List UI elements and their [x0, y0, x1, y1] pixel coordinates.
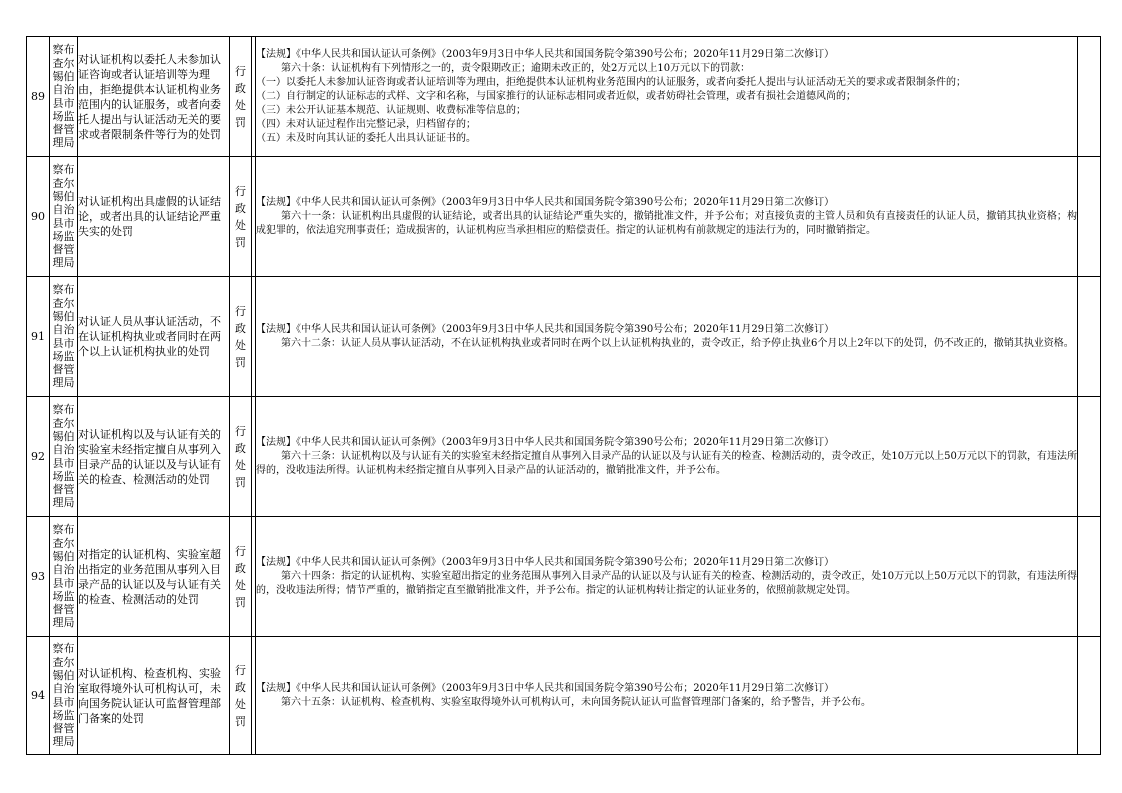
penalty-items-table — [26, 36, 1101, 755]
row-number: 90 — [31, 210, 45, 223]
legal-basis-paragraph: 【法规】《中华人民共和国认证认可条例》（2003年9月3日中华人民共和国国务院令第390号公布；2020年11月29日第二次修订） — [256, 48, 835, 60]
legal-basis-paragraph: （五）未及时向其认证的委托人出具认证证书的。 — [256, 132, 476, 144]
legal-basis-paragraph: 第六十四条：指定的认证机构、实验室超出指定的业务范围从事列入目录产品的认证以及与认证有关的检查、检测活动的，责令改正，处10万元以上50万元以下的罚款，有违法所得的，没收违法所得；情节严重的，撤销指定直至撤销批准文件，并予公布。指定的认证机构转让指定的认证业务的，依照前款规定处罚。 — [256, 570, 1077, 596]
item-name-cell — [78, 37, 230, 157]
department-name: 察布查尔锡伯自治县市场监督管理局 — [52, 43, 75, 150]
remarks-cell — [1078, 37, 1101, 157]
item-name: 对认证机构以委托人未参加认证咨询或者认证培训等为理由，拒绝提供本认证机构业务范围内的认证服务，或者向委托人提出与认证活动无关的要求或者限制条件等行为的处罚 — [78, 52, 221, 141]
remarks-cell — [1078, 157, 1101, 277]
remarks-cell — [1078, 517, 1101, 637]
row-number: 89 — [31, 90, 45, 103]
legal-basis-paragraph: 【法规】《中华人民共和国认证认可条例》（2003年9月3日中华人民共和国国务院令第390号公布；2020年11月29日第二次修订） — [256, 196, 835, 208]
item-type-cell — [230, 637, 252, 755]
row-number-cell — [27, 637, 50, 755]
item-type: 行政处罚 — [235, 184, 246, 249]
row-number-cell — [27, 517, 50, 637]
department-name: 察布查尔锡伯自治县市场监督管理局 — [52, 163, 75, 270]
item-name-cell — [78, 637, 230, 755]
legal-basis-paragraph: 【法规】《中华人民共和国认证认可条例》（2003年9月3日中华人民共和国国务院令第390号公布；2020年11月29日第二次修订） — [256, 682, 835, 694]
legal-basis-paragraph: 第六十条：认证机构有下列情形之一的，责令限期改正；逾期未改正的，处2万元以上10万元以下的罚款： — [281, 62, 751, 74]
remarks-cell — [1078, 277, 1101, 397]
item-type-cell — [230, 397, 252, 517]
row-number: 91 — [31, 330, 45, 343]
department-cell — [50, 517, 78, 637]
legal-basis-cell — [256, 637, 1078, 755]
table-body — [27, 37, 1101, 755]
item-name: 对指定的认证机构、实验室超出指定的业务范围从事列入目录产品的认证以及与认证有关的检查、检测活动的处罚 — [78, 547, 221, 606]
item-type: 行政处罚 — [235, 424, 246, 489]
legal-basis-paragraph: （二）自行制定的认证标志的式样、文字和名称，与国家推行的认证标志相同或者近似，或者妨碍社会管理，或者有损社会道德风尚的； — [256, 90, 856, 102]
item-name: 对认证机构以及与认证有关的实验室未经指定擅自从事列入目录产品的认证以及与认证有关的检查、检测活动的处罚 — [78, 427, 221, 486]
item-name: 对认证机构、检查机构、实验室取得境外认可机构认可，未向国务院认证认可监督管理部门备案的处罚 — [78, 666, 221, 725]
item-type-cell — [230, 157, 252, 277]
item-name-cell — [78, 157, 230, 277]
department-name: 察布查尔锡伯自治县市场监督管理局 — [52, 523, 75, 630]
row-number-cell — [27, 37, 50, 157]
item-name: 对认证人员从事认证活动，不在认证机构执业或者同时在两个以上认证机构执业的处罚 — [78, 315, 221, 358]
item-type: 行政处罚 — [235, 663, 246, 728]
row-number: 93 — [31, 570, 45, 583]
legal-basis-cell — [256, 157, 1078, 277]
row-number: 94 — [31, 689, 45, 702]
remarks-cell — [1078, 397, 1101, 517]
item-type-cell — [230, 277, 252, 397]
legal-basis-paragraph: 【法规】《中华人民共和国认证认可条例》（2003年9月3日中华人民共和国国务院令第390号公布；2020年11月29日第二次修订） — [256, 436, 835, 448]
row-number-cell — [27, 397, 50, 517]
table-row — [27, 517, 1101, 637]
department-cell — [50, 637, 78, 755]
legal-basis-paragraph: 第六十五条：认证机构、检查机构、实验室取得境外认可机构认可，未向国务院认证认可监督管理部门备案的，给予警告，并予公布。 — [281, 696, 871, 708]
item-type: 行政处罚 — [235, 304, 246, 369]
legal-basis-cell — [256, 397, 1078, 517]
table-row — [27, 637, 1101, 755]
table-row — [27, 397, 1101, 517]
row-number-cell — [27, 277, 50, 397]
legal-basis-paragraph: （一）以委托人未参加认证咨询或者认证培训等为理由，拒绝提供本认证机构业务范围内的认证服务，或者向委托人提出与认证活动无关的要求或者限制条件的； — [256, 76, 966, 88]
table-row — [27, 277, 1101, 397]
row-number-cell — [27, 157, 50, 277]
legal-basis-paragraph: （三）未公开认证基本规范、认证规则、收费标准等信息的； — [256, 104, 526, 116]
legal-basis-paragraph: 第六十三条：认证机构以及与认证有关的实验室未经指定擅自从事列入目录产品的认证以及与认证有关的检查、检测活动的，责令改正，处10万元以上50万元以下的罚款，有违法所得的，没收违法所得。认证机构未经指定擅自从事列入目录产品的认证活动的，撤销批准文件，并予公布。 — [256, 450, 1077, 476]
department-name: 察布查尔锡伯自治县市场监督管理局 — [52, 283, 75, 390]
department-cell — [50, 37, 78, 157]
item-name-cell — [78, 517, 230, 637]
remarks-cell — [1078, 637, 1101, 755]
item-type-cell — [230, 37, 252, 157]
item-name-cell — [78, 397, 230, 517]
legal-basis-paragraph: （四）未对认证过程作出完整记录，归档留存的； — [256, 118, 476, 130]
legal-basis-paragraph: 【法规】《中华人民共和国认证认可条例》（2003年9月3日中华人民共和国国务院令第390号公布；2020年11月29日第二次修订） — [256, 323, 835, 335]
legal-basis-paragraph: 【法规】《中华人民共和国认证认可条例》（2003年9月3日中华人民共和国国务院令第390号公布；2020年11月29日第二次修订） — [256, 556, 835, 568]
department-cell — [50, 277, 78, 397]
item-type-cell — [230, 517, 252, 637]
item-name: 对认证机构出具虚假的认证结论，或者出具的认证结论严重失实的处罚 — [78, 195, 221, 238]
department-name: 察布查尔锡伯自治县市场监督管理局 — [52, 403, 75, 510]
table-row — [27, 37, 1101, 157]
item-type: 行政处罚 — [235, 544, 246, 609]
department-name: 察布查尔锡伯自治县市场监督管理局 — [52, 642, 75, 749]
table-row — [27, 157, 1101, 277]
item-name-cell — [78, 277, 230, 397]
legal-basis-cell — [256, 277, 1078, 397]
department-cell — [50, 157, 78, 277]
legal-basis-paragraph: 第六十一条：认证机构出具虚假的认证结论，或者出具的认证结论严重失实的，撤销批准文件，并予公布；对直接负责的主管人员和负有直接责任的认证人员，撤销其执业资格；构成犯罪的，依法追究刑事责任；造成损害的，认证机构应当承担相应的赔偿责任。指定的认证机构有前款规定的违法行为的，同时撤销指定。 — [256, 210, 1077, 236]
legal-basis-cell — [256, 37, 1078, 157]
department-cell — [50, 397, 78, 517]
row-number: 92 — [31, 450, 45, 463]
legal-basis-paragraph: 第六十二条：认证人员从事认证活动，不在认证机构执业或者同时在两个以上认证机构执业的，责令改正，给予停止执业6个月以上2年以下的处罚，仍不改正的，撤销其执业资格。 — [281, 337, 1074, 349]
legal-basis-cell — [256, 517, 1078, 637]
item-type: 行政处罚 — [235, 64, 246, 129]
